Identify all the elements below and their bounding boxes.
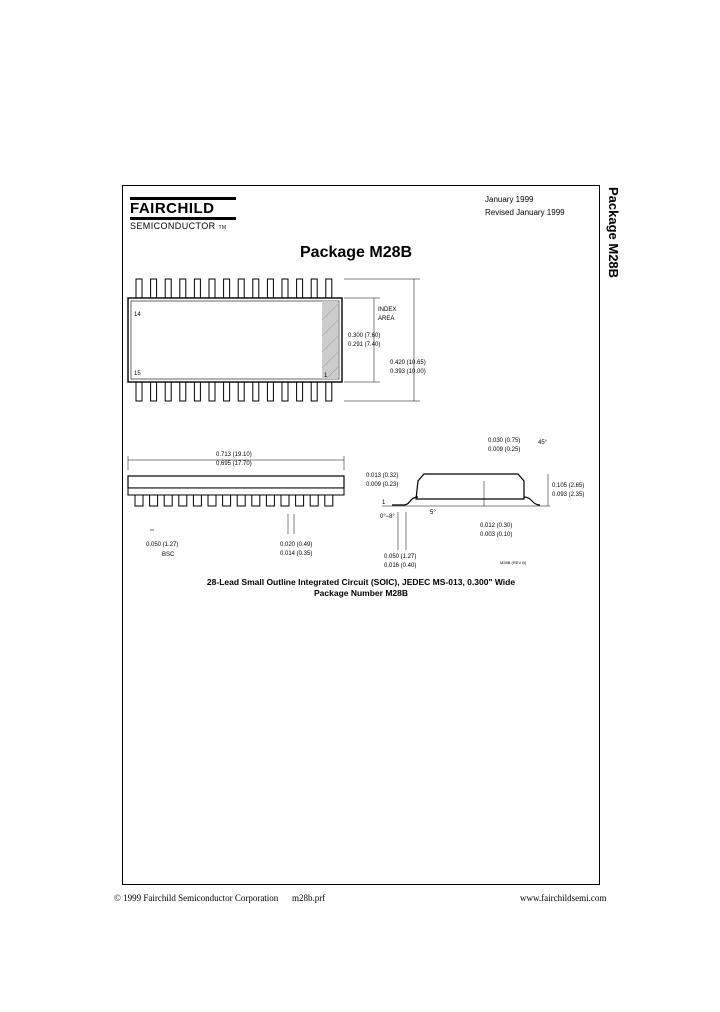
top-lead-lower	[136, 382, 142, 401]
end-lead-right	[524, 497, 540, 505]
span-max: 0.420 (10.65)	[390, 360, 426, 366]
top-leads-upper	[136, 279, 332, 298]
chamfer-max: 0.030 (0.75)	[488, 438, 521, 444]
top-lead-lower	[151, 382, 157, 401]
top-lead-lower	[238, 382, 244, 401]
area-label: AREA	[378, 316, 395, 322]
top-body-outline	[128, 298, 342, 382]
top-lead-lower	[224, 382, 230, 401]
foot-min: 0.016 (0.40)	[384, 563, 417, 569]
footer-url[interactable]: www.fairchildsemi.com	[520, 893, 607, 903]
top-lead-upper	[209, 279, 215, 298]
pitch-value: 0.050 (1.27)	[146, 542, 179, 548]
width-min: 0.291 (7.40)	[348, 342, 381, 348]
lead-angle: 5°	[430, 510, 436, 516]
logo-sub: SEMICONDUCTOR	[130, 221, 216, 231]
index-area-shade	[322, 301, 338, 379]
ref-code: M28B (REV B)	[500, 560, 527, 565]
footer-copyright: © 1999 Fairchild Semiconductor Corporation	[114, 893, 279, 903]
date-original: January 1999	[485, 195, 534, 204]
top-lead-lower	[180, 382, 186, 401]
top-lead-upper	[297, 279, 303, 298]
top-lead-lower	[209, 382, 215, 401]
pitch-note: BSC	[162, 552, 175, 558]
caption-line-1: 28-Lead Small Outline Integrated Circuit (SOIC), JEDEC MS-013, 0.300" Wide	[206, 577, 516, 587]
footer-file: m28b.prf	[292, 893, 326, 903]
foot-max: 0.050 (1.27)	[384, 554, 417, 560]
end-body	[416, 474, 524, 499]
pin-one-mark: 1	[324, 373, 328, 379]
standoff-max: 0.012 (0.30)	[480, 523, 513, 529]
plane-mark: 1	[382, 500, 386, 506]
date-revised: Revised January 1999	[485, 208, 565, 217]
angle-range: 0°–8°	[380, 514, 395, 520]
top-lead-lower	[282, 382, 288, 401]
length-max: 0.713 (19.10)	[216, 452, 252, 458]
top-lead-lower	[253, 382, 259, 401]
side-body-bottom	[128, 488, 344, 495]
span-min: 0.393 (10.00)	[390, 369, 426, 375]
top-lead-lower	[267, 382, 273, 401]
top-lead-upper	[282, 279, 288, 298]
chamfer-min: 0.009 (0.25)	[488, 447, 521, 453]
standoff-min: 0.003 (0.10)	[480, 532, 513, 538]
top-lead-upper	[311, 279, 317, 298]
end-lead-left	[392, 497, 418, 505]
top-lead-lower	[165, 382, 171, 401]
logo-word: FAIRCHILD	[130, 200, 215, 217]
top-lead-lower	[194, 382, 200, 401]
lead-t-max: 0.013 (0.32)	[366, 473, 399, 479]
top-lead-upper	[165, 279, 171, 298]
side-title: Package M28B	[606, 187, 621, 279]
top-lead-upper	[253, 279, 259, 298]
lead-t-min: 0.009 (0.23)	[366, 482, 399, 488]
top-lead-lower	[311, 382, 317, 401]
top-lead-upper	[180, 279, 186, 298]
pin-label-top: 14	[134, 312, 141, 318]
pin-label-bottom: 15	[134, 371, 141, 377]
height-min: 0.093 (2.35)	[552, 492, 585, 498]
top-lead-lower	[297, 382, 303, 401]
top-lead-lower	[326, 382, 332, 401]
lead-w-min: 0.014 (0.35)	[280, 551, 313, 557]
index-label: INDEX	[378, 307, 397, 313]
top-lead-upper	[224, 279, 230, 298]
top-lead-upper	[194, 279, 200, 298]
page-title: Package M28B	[300, 244, 413, 261]
height-max: 0.105 (2.65)	[552, 483, 585, 489]
lead-w-max: 0.020 (0.49)	[280, 542, 313, 548]
top-lead-upper	[151, 279, 157, 298]
top-lead-upper	[238, 279, 244, 298]
top-leads-lower	[136, 382, 332, 401]
chamfer-angle: 45°	[538, 440, 548, 446]
top-lead-upper	[267, 279, 273, 298]
side-body-top	[128, 476, 344, 488]
caption-line-2: Package Number M28B	[313, 588, 408, 598]
top-lead-upper	[136, 279, 142, 298]
width-max: 0.300 (7.60)	[348, 333, 381, 339]
length-min: 0.695 (17.70)	[216, 461, 252, 467]
logo-tm: TM	[218, 225, 227, 231]
top-lead-upper	[326, 279, 332, 298]
